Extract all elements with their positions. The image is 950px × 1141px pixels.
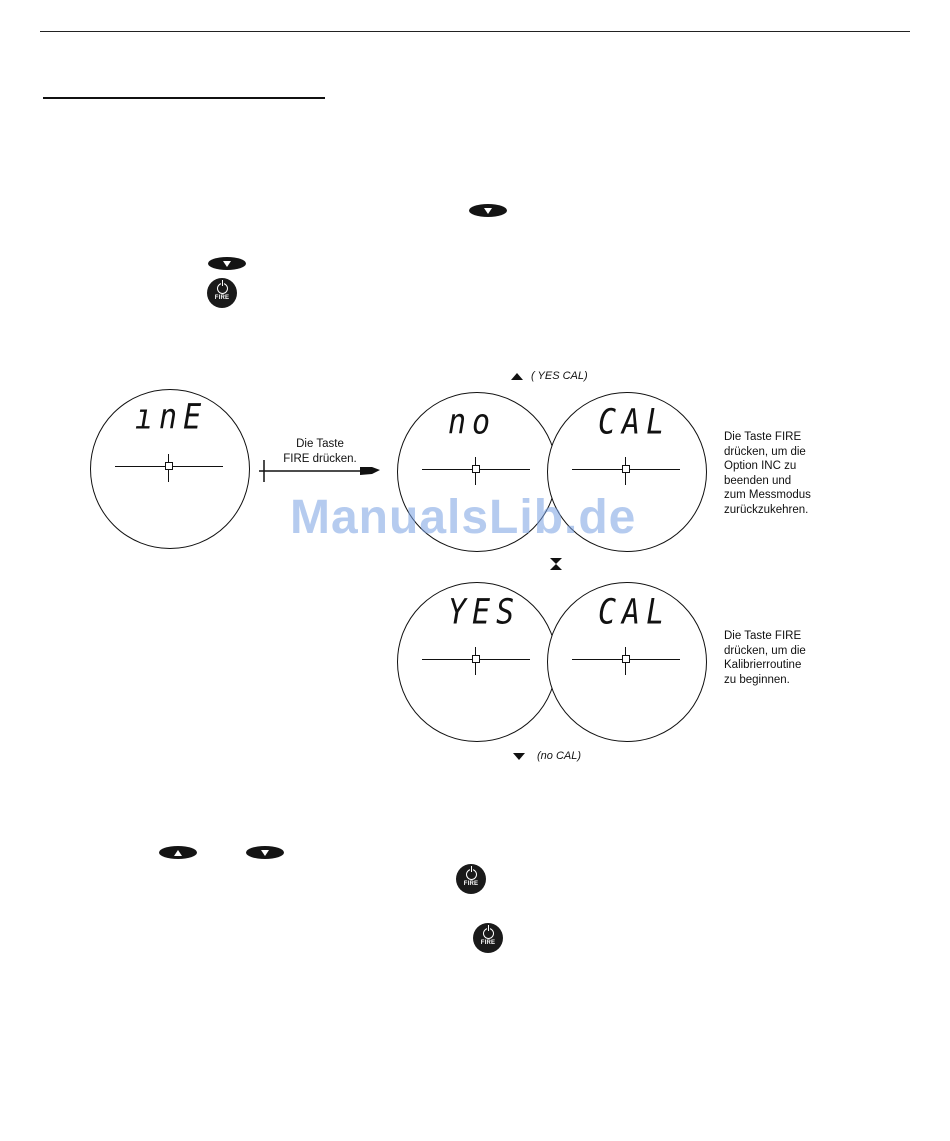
page-top-rule (40, 31, 910, 32)
display-inc: ınE (90, 389, 250, 549)
down-button-icon (246, 846, 284, 859)
up-button-icon (159, 846, 197, 859)
display-yes: YES (397, 582, 557, 742)
down-option-label: (no CAL) (513, 750, 581, 762)
display-cal-bottom: CAL (547, 582, 707, 742)
caption-calibrate: Die Taste FIRE drücken, um die Kalibrierroutine zu beginnen. (724, 630, 806, 686)
up-arrow-icon (511, 373, 523, 380)
watermark: ManualsLib.de (290, 491, 637, 544)
display-no: no (397, 392, 557, 552)
fire-button-icon: FIRE (456, 864, 486, 894)
right-arrow-hand-icon (256, 458, 382, 484)
arrow-label: Die Taste FIRE drücken. (283, 438, 357, 465)
up-option-label: ( YES CAL) (511, 370, 588, 382)
toggle-arrows-icon (549, 557, 563, 571)
down-arrow-icon (513, 753, 525, 760)
down-button-icon (208, 257, 246, 270)
fire-button-icon: FIRE (207, 278, 237, 308)
caption-exit: Die Taste FIRE drücken, um die Option INC zu beenden und zum Messmodus zurückzukehren. (724, 431, 811, 516)
fire-button-icon: FIRE (473, 923, 503, 953)
display-cal-top: CAL (547, 392, 707, 552)
section-heading-underline (43, 97, 325, 99)
down-button-icon (469, 204, 507, 217)
